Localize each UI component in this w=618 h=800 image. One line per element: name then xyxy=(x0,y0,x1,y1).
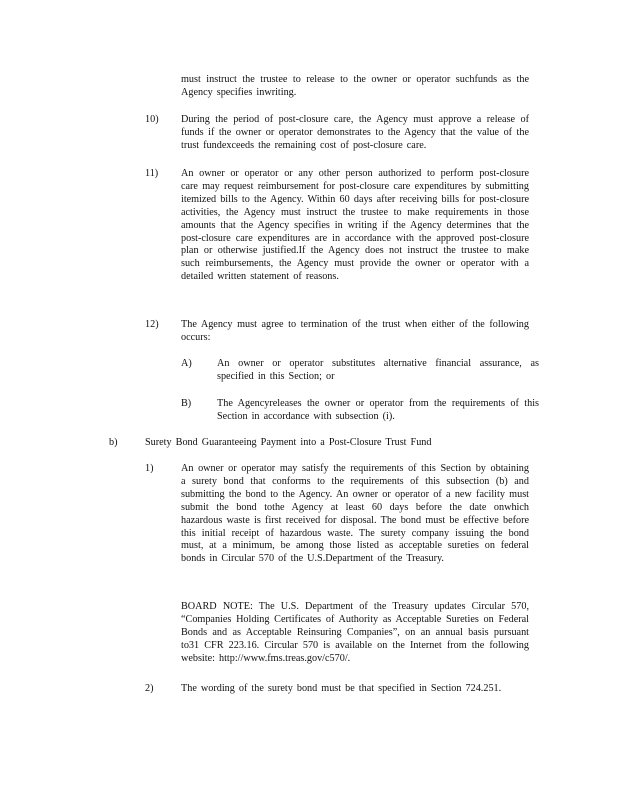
item-number-1: 1) xyxy=(145,463,154,474)
item-10-text: During the period of post-closure care, the Agency must approve a release of funds if the owner or operator demonstrates to the Agency that the value of the trust fundexceeds the remaining cost of post-closure care. xyxy=(181,114,529,151)
paragraph-intro-continuation: must instruct the trustee to release to the owner or operator suchfunds as the Agency specifies inwriting. xyxy=(181,74,529,98)
item-a-text: An owner or operator substitutes alternative financial assurance, as specified in this Section; or xyxy=(217,358,539,382)
section-b-heading: Surety Bond Guaranteeing Payment into a Post-Closure Trust Fund xyxy=(145,437,432,448)
board-note: BOARD NOTE: The U.S. Department of the Treasury updates Circular 570, “Companies Holding Certificates of Authority as Acceptable Sureties on Federal Bonds and as Acceptable Reinsuring Companies”, on an annual basis pursuant to31 CFR 223.16. Circular 570 is available on the Internet from the following website: http://www.fms.treas.gov/c570/. xyxy=(181,601,529,664)
item-number-12: 12) xyxy=(145,319,159,330)
item-b-text: The Agencyreleases the owner or operator from the requirements of this Section in accordance with subsection (i). xyxy=(217,398,539,422)
item-number-10: 10) xyxy=(145,114,159,125)
item-letter-a: A) xyxy=(181,358,192,369)
item-number-11: 11) xyxy=(145,168,159,179)
item-number-2: 2) xyxy=(145,683,154,694)
item-12-text: The Agency must agree to termination of the trust when either of the following occurs: xyxy=(181,319,529,343)
item-11-text: An owner or operator or any other person authorized to perform post-closure care may request reimbursement for post-closure care expenditures by submitting itemized bills to the Agency. Within 60 days after receiving bills for post-closure activities, the Agency must instruct the trustee to make requirements in those amounts that the Agency specifies in writing if the Agency determines that the post-closure care expenditures are in accordance with the approved post-closure plan or otherwise justified.If the Agency does not instruct the trustee to make such reimbursements, the Agency must provide the owner or operator with a detailed written statement of reasons. xyxy=(181,168,529,283)
item-letter-b: B) xyxy=(181,398,192,409)
item-1-text: An owner or operator may satisfy the requirements of this Section by obtaining a surety bond that conforms to the requirements of this subsection (b) and submitting the bond to the Agency. An owner or operator of a new facility must submit the bond tothe Agency at least 60 days before the date onwhich hazardous waste is first received for disposal. The bond must be effective before this initial receipt of hazardous waste. The surety company issuing the bond must, at a minimum, be among those listed as acceptable sureties on federal bonds in Circular 570 of the U.S.Department of the Treasury. xyxy=(181,463,529,565)
section-number-b: b) xyxy=(109,437,118,448)
item-2-text: The wording of the surety bond must be that specified in Section 724.251. xyxy=(181,683,502,694)
